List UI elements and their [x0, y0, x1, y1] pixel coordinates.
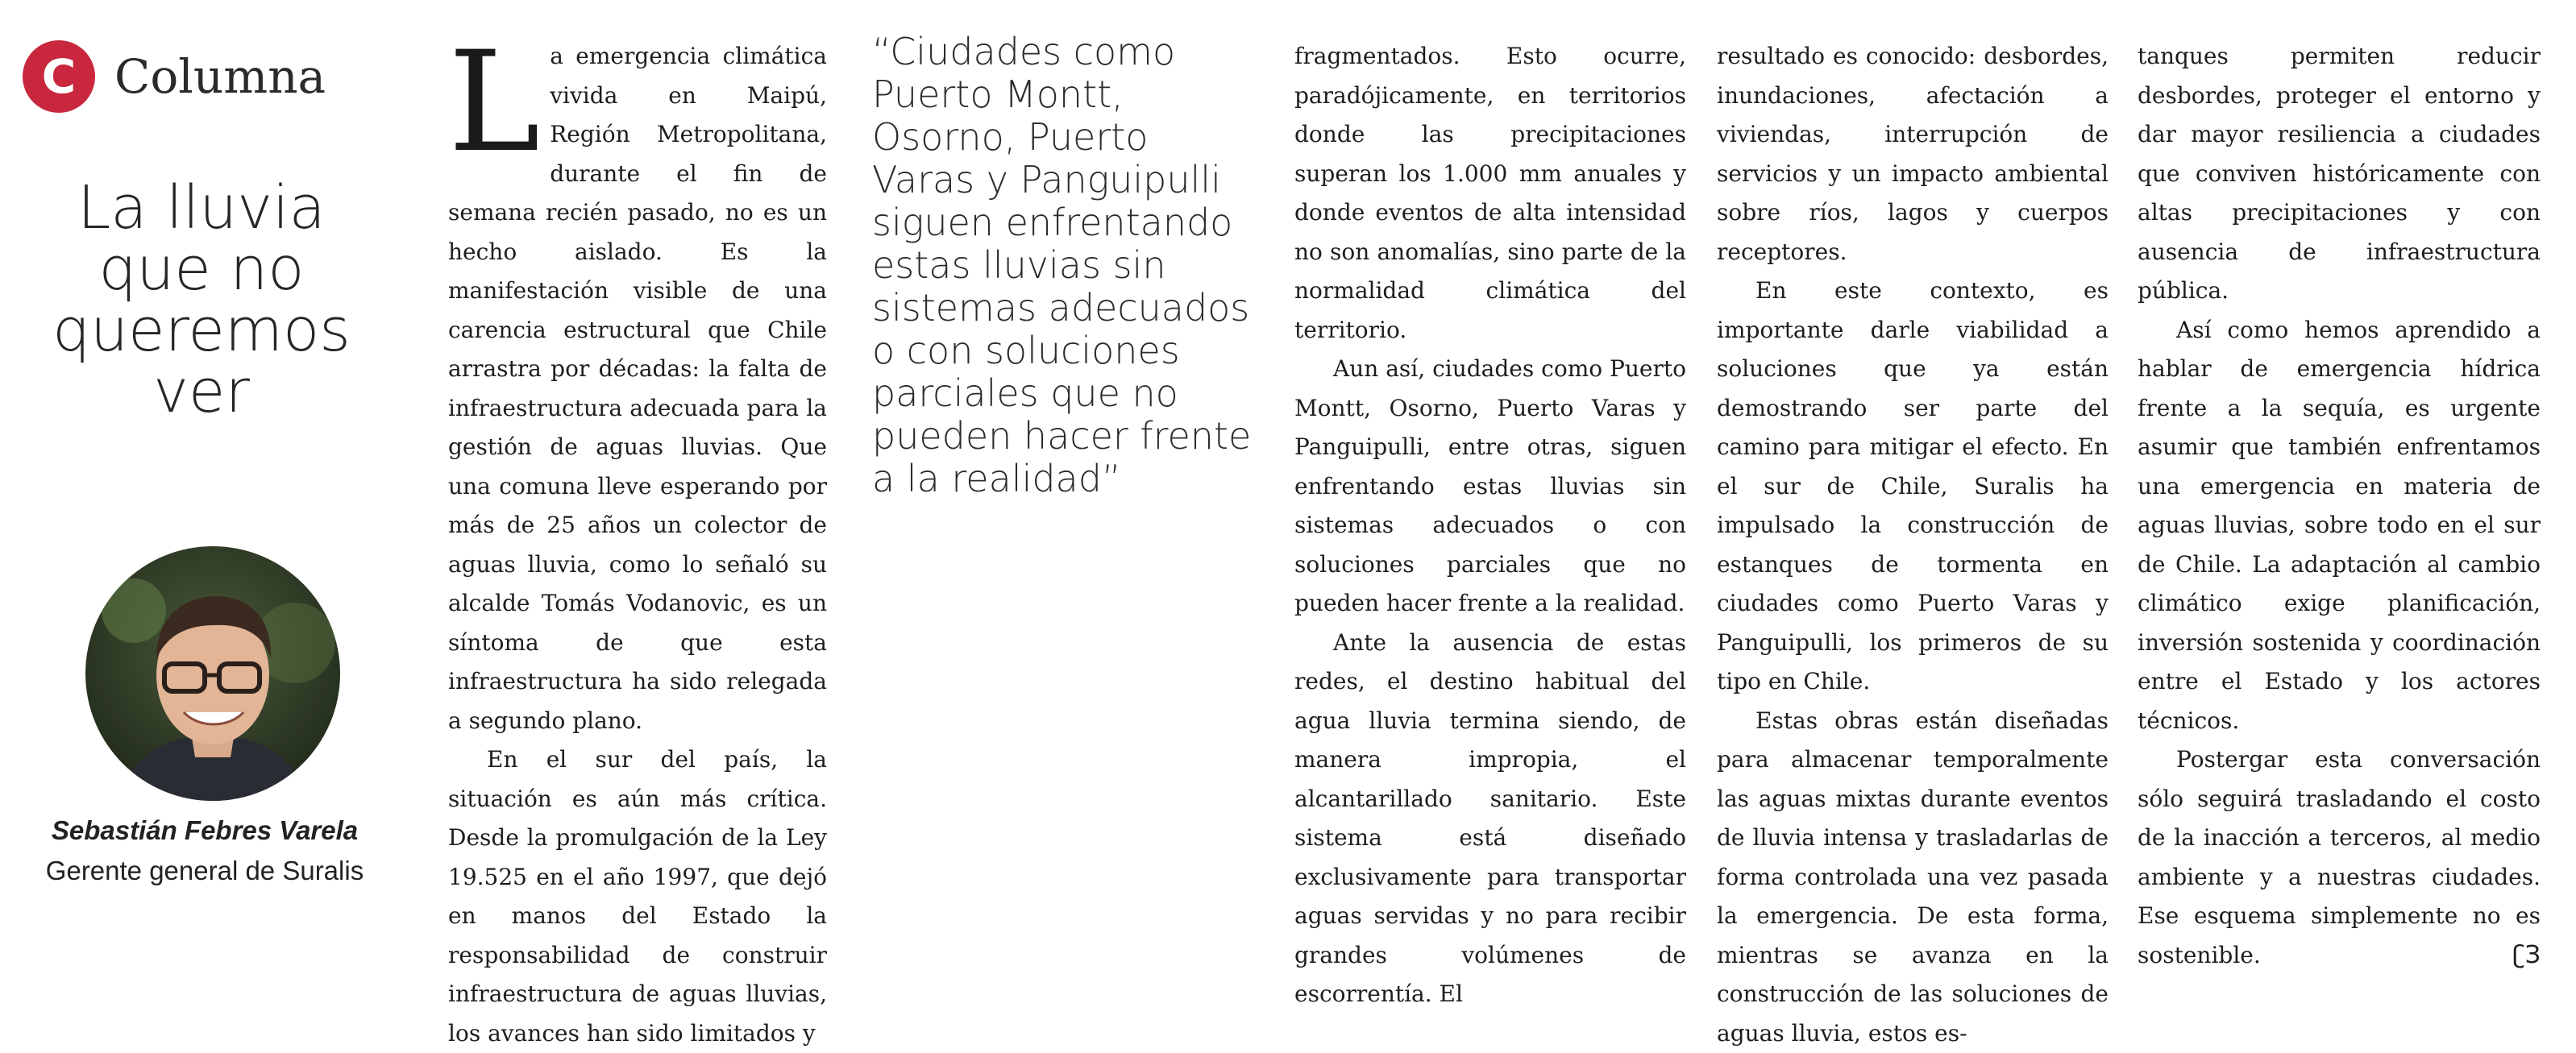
paragraph: Aun así, ciudades como Puerto Montt, Osorno, Puerto Varas y Panguipulli, entre otras, siguen enfrentando estas lluvias sin sistemas adecuados o con soluciones parciales que no pueden hacer frente a la realidad.	[1294, 350, 1686, 624]
section-tag	[23, 40, 326, 113]
headline-line: que no	[24, 238, 379, 300]
article-column-1	[448, 37, 827, 1053]
paragraph: Postergar esta conversación sólo seguirá trasladando el costo de la inacción a terceros, al medio ambiente y a nuestras ciudades. Ese esquema simplemente no es sostenible. ʗЗ	[2138, 740, 2541, 975]
end-mark-icon: ʗЗ	[2474, 936, 2541, 976]
paragraph: resultado es conocido: desbordes, inundaciones, afectación a viviendas, interrupción de servicios y un impacto ambiental sobre ríos, lagos y cuerpos receptores.	[1717, 37, 2109, 272]
article-column-2	[1294, 37, 1686, 1014]
section-badge: C	[23, 40, 95, 113]
headline-line: La lluvia	[24, 177, 379, 238]
headline-line: ver	[24, 361, 379, 422]
paragraph: En el sur del país, la situación es aún más crítica. Desde la promulgación de la Ley 19.525 en el año 1997, que dejó en manos del Estado la responsabilidad de construir infraestructura de aguas lluvias, los avances han sido limitados y	[448, 740, 827, 1053]
drop-cap: L	[448, 42, 540, 163]
headline	[24, 177, 379, 422]
paragraph: En este contexto, es importante darle viabilidad a soluciones que ya están demostrando ser parte del camino para mitigar el efecto. En el sur de Chile, Suralis ha impulsado la construcción de estanques de tormenta en ciudades como Puerto Varas y Panguipulli, los primeros de su tipo en Chile.	[1717, 272, 2109, 702]
pull-quote: “Ciudades como Puerto Montt, Osorno, Puerto Varas y Panguipulli siguen enfrentando estas lluvias sin sistemas adecuados o con soluciones parciales que no pueden hacer frente a la realidad”	[872, 31, 1259, 500]
article-column-3	[1717, 37, 2109, 1053]
section-label: Columna	[114, 49, 326, 104]
paragraph: fragmentados. Esto ocurre, paradójicamente, en territorios donde las precipitaciones superan los 1.000 mm anuales y donde eventos de alta intensidad no son anomalías, sino parte de la normalidad climática del territorio.	[1294, 37, 1686, 350]
paragraph: Ante la ausencia de estas redes, el destino habitual del agua lluvia termina siendo, de manera impropia, el alcantarillado sanitario. Este sistema está diseñado exclusivamente para transportar aguas servidas y no para recibir grandes volúmenes de escorrentía. El	[1294, 624, 1686, 1014]
paragraph: Así como hemos aprendido a hablar de emergencia hídrica frente a la sequía, es urgente asumir que también enfrentamos una emergencia en materia de aguas lluvias, sobre todo en el sur de Chile. La adaptación al cambio climático exige planificación, inversión sostenida y coordinación entre el Estado y los actores técnicos.	[2138, 311, 2541, 741]
article-column-4	[2138, 37, 2541, 975]
paragraph: tanques permiten reducir desbordes, proteger el entorno y dar mayor resiliencia a ciudades que conviven históricamente con altas precipitaciones y con ausencia de infraestructura pública.	[2138, 37, 2541, 311]
paragraph: Estas obras están diseñadas para almacenar temporalmente las aguas mixtas durante eventos de lluvia intensa y trasladarlas de forma controlada una vez pasada la emergencia. De esta forma, mientras se avanza en la construcción de las soluciones de aguas lluvia, estos es-	[1717, 702, 2109, 1053]
author-name: Sebastián Febres Varela	[24, 815, 385, 846]
headline-line: queremos	[24, 300, 379, 361]
author-role: Gerente general de Suralis	[24, 856, 385, 886]
author-photo	[85, 546, 340, 801]
paragraph: La emergencia climática vivida en Maipú, Región Metropolitana, durante el fin de semana recién pasado, no es un hecho aislado. Es la manifestación visible de una carencia estructural que Chile arrastra por décadas: la falta de infraestructura adecuada para la gestión de aguas lluvias. Que una comuna lleve esperando por más de 25 años un colector de aguas lluvia, como lo señaló su alcalde Tomás Vodanovic, es un síntoma de que esta infraestructura ha sido relegada a segundo plano.	[448, 37, 827, 740]
